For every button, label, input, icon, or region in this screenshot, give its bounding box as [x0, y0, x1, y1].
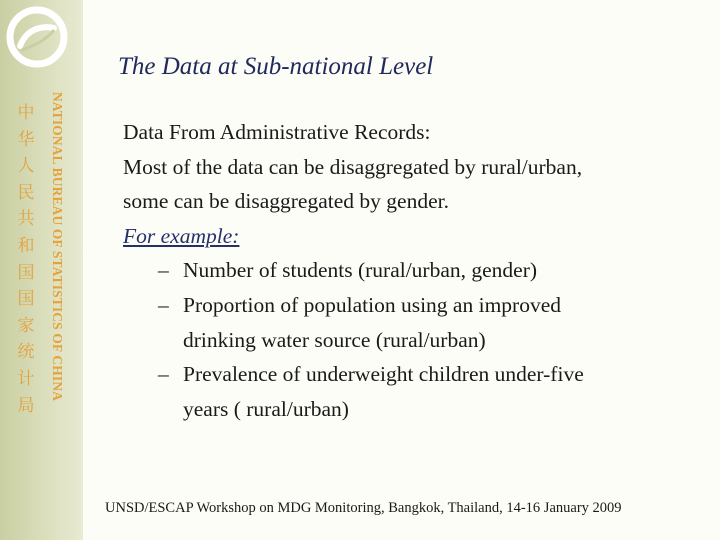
cn-char: 计 [17, 368, 35, 389]
cn-char: 华 [17, 129, 35, 150]
english-org-name: NATIONAL BUREAU OF STATISTICS OF CHINA [50, 92, 65, 402]
cn-char: 中 [17, 103, 35, 123]
body-line: Data From Administrative Records: [123, 120, 431, 144]
bullet-text: Proportion of population using an improved [183, 292, 562, 317]
chinese-org-name [14, 100, 38, 419]
cn-char: 人 [17, 156, 35, 177]
bullet-item [123, 288, 703, 323]
cn-char: 共 [17, 209, 35, 230]
bullet-text: Number of students (rural/urban, gender) [183, 258, 538, 283]
bullet-item [123, 357, 703, 392]
body-line: some can be disaggregated by gender. [123, 189, 449, 214]
sidebar-band [0, 0, 83, 540]
example-label: For example: [123, 223, 240, 248]
cn-char: 国 [17, 289, 35, 310]
nbs-logo-icon [6, 6, 68, 68]
cn-char: 民 [17, 182, 35, 203]
cn-char: 家 [17, 315, 35, 336]
cn-char: 局 [17, 395, 35, 416]
bullet-dash: – [158, 362, 169, 387]
slide-title: The Data at Sub-national Level [118, 53, 434, 80]
slide-body [123, 115, 703, 426]
bullet-dash: – [158, 258, 169, 283]
bullet-text-continued: drinking water source (rural/urban) [183, 327, 486, 352]
cn-char: 国 [17, 262, 35, 283]
slide-footer: UNSD/ESCAP Workshop on MDG Monitoring, Bangkok, Thailand, 14-16 January 2009 [105, 500, 622, 516]
bullet-text-continued: years ( rural/urban) [183, 396, 349, 421]
cn-char: 和 [17, 235, 35, 256]
bullet-dash: – [158, 292, 169, 317]
cn-char: 统 [17, 342, 35, 363]
body-line: Most of the data can be disaggregated by rural/urban, [123, 154, 583, 179]
bullet-text: Prevalence of underweight children under-five [183, 362, 584, 387]
bullet-item [123, 253, 703, 288]
